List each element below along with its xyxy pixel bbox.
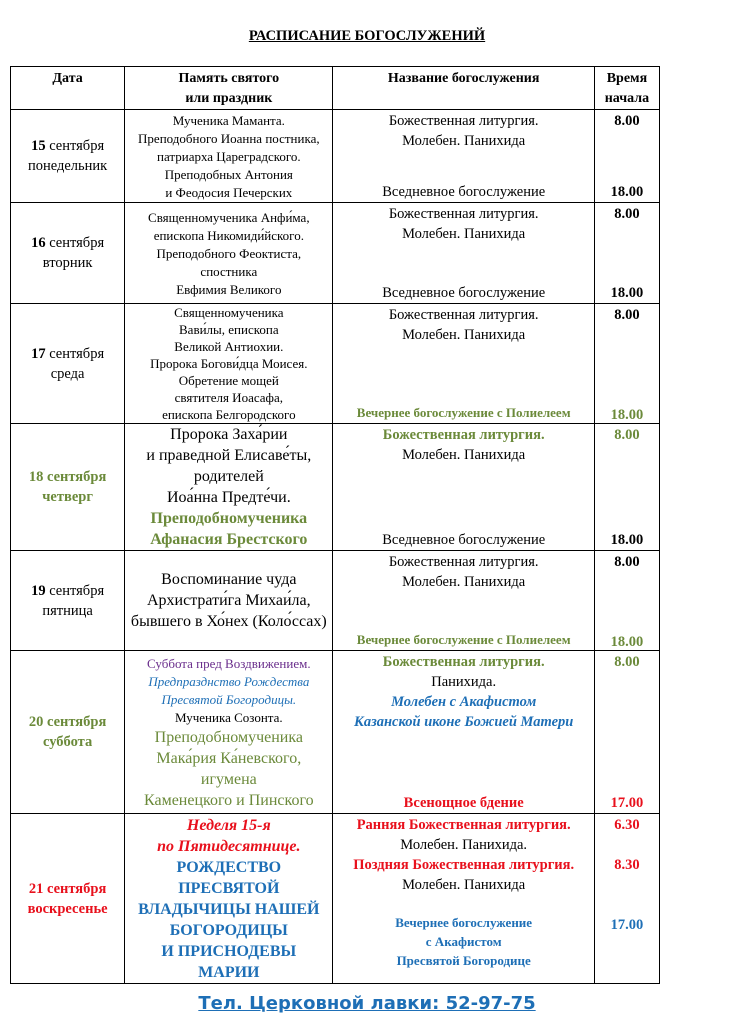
memory-cell: Неделя 15-я по Пятидесятнице. РОЖДЕСТВО ПРЕСВЯТОЙ ВЛАДЫЧИЦЫ НАШЕЙ БОГОРОДИЦЫ И ПРИСНОДЕВЫ МАРИИ — [125, 814, 333, 984]
time-cell: 8.00 18.00 — [594, 424, 659, 551]
table-row — [11, 304, 660, 424]
service-cell: Божественная литургия. Панихида. Молебен с Акафистом Казанской иконе Божией Матери Всенощное бдение — [333, 651, 594, 814]
service-cell: Божественная литургия. Молебен. Панихида Вседневное богослужение — [333, 110, 594, 203]
time-cell: 8.00 17.00 — [594, 651, 659, 814]
service-cell: Божественная литургия. Молебен. Панихида Вседневное богослужение — [333, 424, 594, 551]
time-cell: 8.00 18.00 — [594, 110, 659, 203]
date-cell: 20 сентября суббота — [11, 651, 125, 814]
header-time: Время начала — [594, 67, 659, 110]
table-row — [11, 203, 660, 304]
page-title: РАСПИСАНИЕ БОГОСЛУЖЕНИЙ — [248, 28, 486, 44]
memory-cell: Пророка Заха́рии и праведной Елисаве́ты, родителей Иоа́нна Предте́чи. Преподобномученика Афанасия Брестского — [125, 424, 333, 551]
memory-cell: Мученика Маманта. Преподобного Иоанна постника, патриарха Цареградского. Преподобных Антония и Феодосия Печерских — [125, 110, 333, 203]
header-memory: Память святого или праздник — [125, 67, 333, 110]
date-cell: 15 сентября понедельник — [11, 110, 125, 203]
date-cell: 17 сентября среда — [11, 304, 125, 424]
memory-cell: Священномученика Вави́лы, епископа Великой Антиохии. Пророка Богови́дца Моисея. Обретение мощей святителя Иоасафа, епископа Белгородского — [125, 304, 333, 424]
service-cell: Божественная литургия. Молебен. Панихида Вседневное богослужение — [333, 203, 594, 304]
table-row — [11, 551, 660, 651]
memory-cell: Священномученика Анфи́ма, епископа Никомиди́йского. Преподобного Феоктиста, спостника Евфимия Великого — [125, 203, 333, 304]
memory-cell: Суббота пред Воздвижением. Предпразднство Рождества Пресвятой Богородицы. Мученика Созонта. Преподобномученика Мака́рия Ка́невского, игумена Каменецкого и Пинского — [125, 651, 333, 814]
service-cell: Божественная литургия. Молебен. Панихида Вечернее богослужение с Полиелеем — [333, 304, 594, 424]
header-service: Название богослужения — [333, 67, 594, 110]
schedule-table — [10, 66, 660, 984]
time-cell: 6.30 8.30 17.00 — [594, 814, 659, 984]
date-cell: 16 сентября вторник — [11, 203, 125, 304]
service-cell: Ранняя Божественная литургия. Молебен. Панихида. Поздняя Божественная литургия. Молебен. Панихида Вечернее богослужение с Акафистом Пресвятой Богородице — [333, 814, 594, 984]
table-row — [11, 814, 660, 984]
table-row — [11, 110, 660, 203]
shop-phone: Тел. Церковной лавки: 52-97-75 — [198, 993, 536, 1014]
date-cell: 21 сентября воскресенье — [11, 814, 125, 984]
time-cell: 8.00 18.00 — [594, 551, 659, 651]
memory-cell: Воспоминание чуда Архистрати́га Михаи́ла, бывшего в Хо́нех (Коло́ссах) — [125, 551, 333, 651]
table-row — [11, 424, 660, 551]
date-cell: 19 сентября пятница — [11, 551, 125, 651]
time-cell: 8.00 18.00 — [594, 304, 659, 424]
header-date: Дата — [11, 67, 125, 110]
time-cell: 8.00 18.00 — [594, 203, 659, 304]
service-cell: Божественная литургия. Молебен. Панихида Вечернее богослужение с Полиелеем — [333, 551, 594, 651]
table-header-row — [11, 67, 660, 110]
table-row — [11, 651, 660, 814]
date-cell: 18 сентября четверг — [11, 424, 125, 551]
